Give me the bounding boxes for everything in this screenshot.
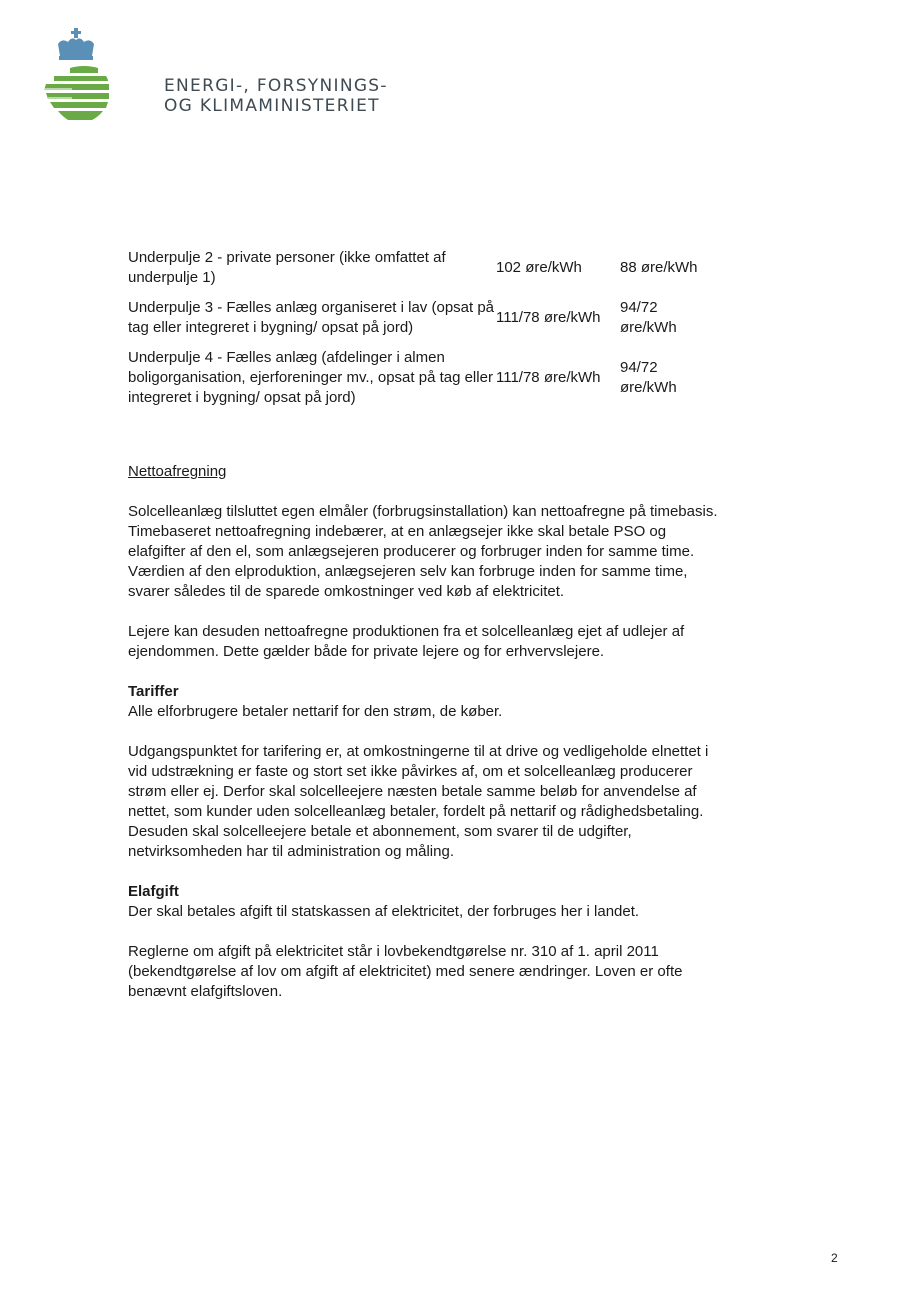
section-heading-elafgift: Elafgift (128, 883, 179, 900)
rate-value-2: 94/72 øre/kWh (620, 299, 677, 336)
rate-value-1: 111/78 øre/kWh (496, 369, 601, 386)
ministry-name-line2: OG KLIMAMINISTERIET (164, 96, 380, 116)
paragraph: Lejere kan desuden nettoafregne produktionen fra et solcelleanlæg ejet af udlejer af ejendommen. Dette gælder både for private lejere og for erhvervslejere. (128, 623, 685, 660)
paragraph: Reglerne om afgift på elektricitet står i lovbekendtgørelse nr. 310 af 1. april 2011 (bekendtgørelse af lov om afgift af elektricitet) med senere ændringer. Loven er ofte benævnt elafgiftsloven. (128, 943, 683, 1000)
rate-value-2: 94/72 øre/kWh (620, 359, 677, 396)
rates-table (128, 248, 718, 418)
table-row (128, 298, 718, 348)
table-row (128, 248, 718, 298)
table-row (128, 348, 718, 418)
rate-description: Underpulje 3 - Fælles anlæg organiseret i lav (opsat på tag eller integreret i bygning/ opsat på jord) (128, 299, 495, 336)
section-heading-tariffer: Tariffer (128, 683, 179, 700)
ministry-name (164, 76, 388, 116)
rate-value-1: 102 øre/kWh (496, 259, 582, 276)
paragraph: Solcelleanlæg tilsluttet egen elmåler (forbrugsinstallation) kan nettoafregne på timebasis. Timebaseret nettoafregning indebærer, at en anlægsejer ikke skal betale PSO og elafgifter af den el, som anlægsejeren producerer og forbruger inden for samme time. Værdien af den elproduktion, anlægsejeren selv kan forbruge inden for samme time, svarer således til de sparede omkostninger ved køb af elektricitet. (128, 503, 718, 600)
paragraph: Udgangspunktet for tarifering er, at omkostningerne til at drive og vedligeholde elnettet i vid udstrækning er faste og stort set ikke påvirkes af, om et solcelleanlæg producerer strøm eller ej. Derfor skal solcelleejere næsten betale samme beløb for anvendelse af nettet, som kunder uden solcelleanlæg betaler, fordelt på nettarif og rådighedsbetaling. Desuden skal solcelleejere betale et abonnement, som svarer til de udgifter, netvirksomheden har til administration og måling. (128, 743, 709, 860)
ministry-name-line1: ENERGI-, FORSYNINGS- (164, 76, 388, 96)
section-heading-nettoafregning: Nettoafregning (128, 463, 227, 480)
rate-description: Underpulje 2 - private personer (ikke omfattet af underpulje 1) (128, 249, 446, 286)
rate-value-2: 88 øre/kWh (620, 259, 698, 276)
document-body (128, 248, 718, 1002)
page-number: 2 (831, 1251, 838, 1265)
rate-value-1: 111/78 øre/kWh (496, 309, 601, 326)
ministry-logo (40, 28, 388, 138)
rate-description: Underpulje 4 - Fælles anlæg (afdelinger i almen boligorganisation, ejerforeninger mv., opsat på tag eller integreret i bygning/ opsat på jord) (128, 349, 493, 406)
paragraph: Alle elforbrugere betaler nettarif for den strøm, de køber. (128, 703, 503, 720)
paragraph: Der skal betales afgift til statskassen af elektricitet, der forbruges her i landet. (128, 903, 640, 920)
crown-globe-icon (40, 28, 120, 138)
